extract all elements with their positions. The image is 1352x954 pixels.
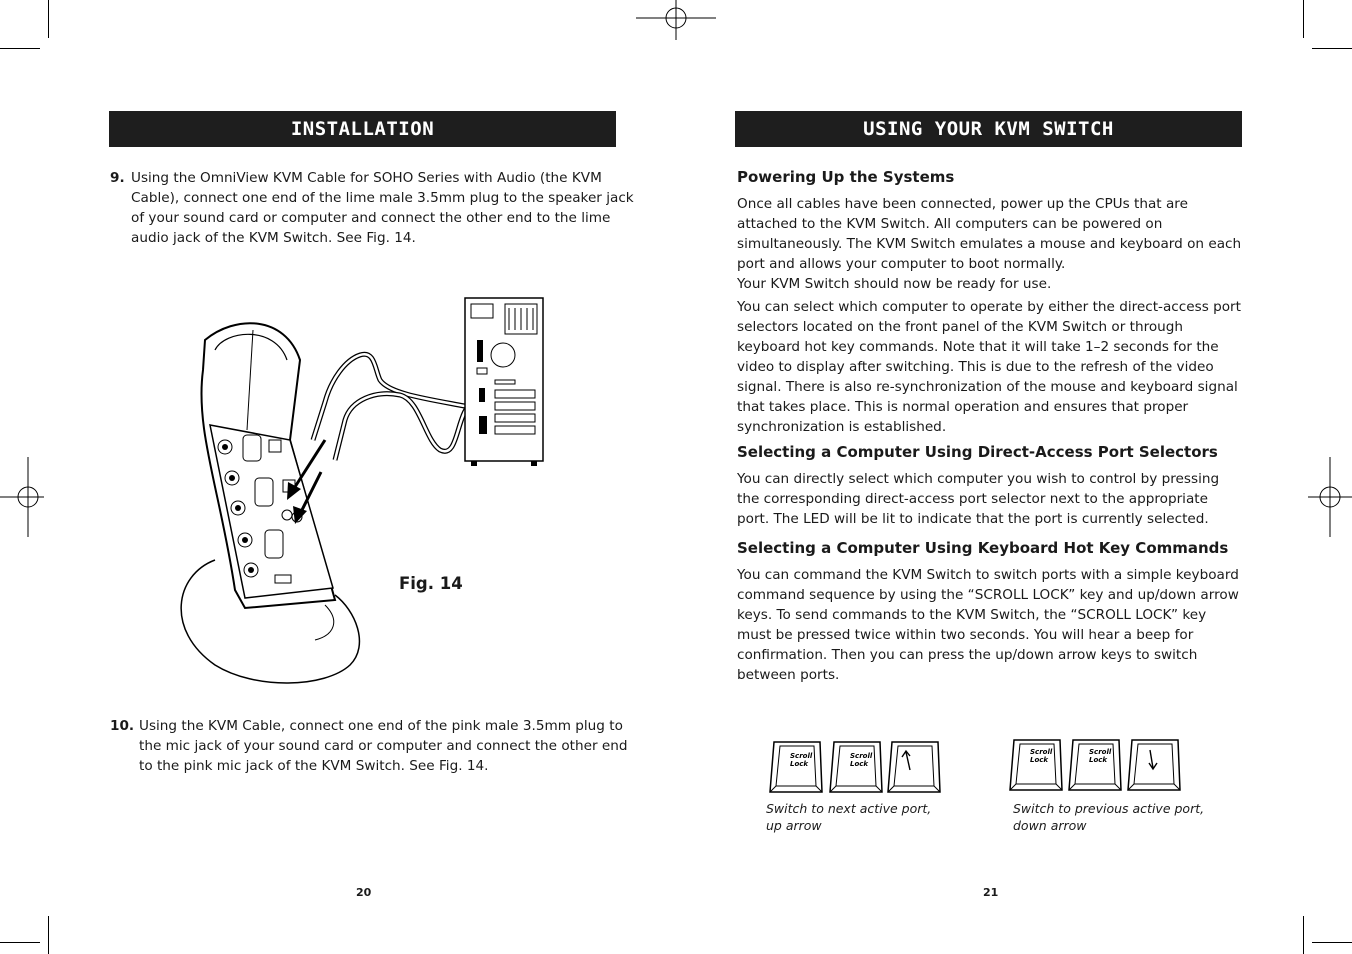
paragraph: Once all cables have been connected, power up the CPUs that are attached to the KVM Switch. All computers can be powered on simultaneously. The KVM Switch emulates a mouse and keyboard on each port and allows your computer to boot normally. (737, 196, 1242, 272)
step-number: 10. (110, 718, 135, 734)
section-heading: Selecting a Computer Using Direct-Access Port Selectors (737, 443, 1218, 461)
registration-mark-top (636, 0, 716, 40)
page-number: 21 (983, 886, 999, 899)
crop-mark (1303, 916, 1304, 954)
key-label-line1: Scroll (1030, 748, 1053, 756)
page-number: 20 (356, 886, 372, 899)
key-label-line1: Scroll (790, 752, 813, 760)
crop-mark (1312, 942, 1352, 943)
crop-mark (1312, 48, 1352, 49)
paragraph: You can select which computer to operate by either the direct-access port selectors located on the front panel of the KVM Switch or through keyboard hot key commands. Note that it will take 1–2 seconds for the video to display after switching. This is due to the refresh of the video signal. There is also re-synchronization of the mouse and keyboard signal that takes place. This is normal operation and ensures that proper synchronization is established. (737, 299, 1241, 435)
crop-mark (0, 942, 40, 943)
paragraph: Your KVM Switch should now be ready for use. (737, 276, 1052, 292)
step-10 (110, 716, 635, 776)
scroll-lock-key-icon (828, 740, 884, 796)
crop-mark (48, 0, 49, 38)
scroll-lock-key-icon (768, 740, 824, 796)
section-header-installation: INSTALLATION (109, 111, 616, 147)
section-heading: Powering Up the Systems (737, 168, 955, 186)
section-header-using-kvm: USING YOUR KVM SWITCH (735, 111, 1242, 147)
registration-mark-right (1308, 457, 1352, 537)
key-label-line1: Scroll (850, 752, 873, 760)
caption-line: down arrow (1013, 818, 1087, 833)
registration-mark-left (0, 457, 44, 537)
key-label-line2: Lock (1089, 756, 1108, 764)
step-9 (110, 168, 635, 248)
paragraph: You can directly select which computer you wish to control by pressing the corresponding direct-access port selector next to the appropriate port. The LED will be lit to indicate that the port is currently selected. (737, 471, 1220, 527)
key-label-line1: Scroll (1089, 748, 1112, 756)
crop-mark (48, 916, 49, 954)
key-label-line2: Lock (790, 760, 809, 768)
key-caption-next (766, 800, 996, 834)
key-label-line2: Lock (1030, 756, 1049, 764)
crop-mark (1303, 0, 1304, 38)
caption-line: Switch to previous active port, (1013, 801, 1205, 816)
fig-14-illustration (175, 290, 555, 690)
section-heading: Selecting a Computer Using Keyboard Hot Key Commands (737, 539, 1229, 557)
step-number: 9. (110, 170, 125, 186)
step-text: Using the KVM Cable, connect one end of the pink male 3.5mm plug to the mic jack of your sound card or computer and connect the other end to the pink mic jack of the KVM Switch. See Fig. 14. (139, 718, 628, 774)
scroll-lock-key-icon (1008, 738, 1064, 794)
step-text: Using the OmniView KVM Cable for SOHO Series with Audio (the KVM Cable), connect one end of the lime male 3.5mm plug to the speaker jack of your sound card or computer and connect the other end to the lime audio jack of the KVM Switch. See Fig. 14. (131, 170, 634, 246)
caption-line: Switch to next active port, (766, 801, 932, 816)
scroll-lock-key-icon (1067, 738, 1123, 794)
key-caption-previous (1013, 800, 1243, 834)
crop-mark (0, 48, 40, 49)
figure-label: Fig. 14 (399, 574, 463, 593)
caption-line: up arrow (766, 818, 822, 833)
key-label-line2: Lock (850, 760, 869, 768)
paragraph: You can command the KVM Switch to switch ports with a simple keyboard command sequence by using the “SCROLL LOCK” key and up/down arrow keys. To send commands to the KVM Switch, the “SCROLL LOCK” key must be pressed twice within two seconds. You will hear a beep for confirmation. Then you can press the up/down arrow keys to switch between ports. (737, 567, 1239, 683)
up-arrow-key-icon (886, 740, 942, 796)
down-arrow-key-icon (1126, 738, 1182, 794)
